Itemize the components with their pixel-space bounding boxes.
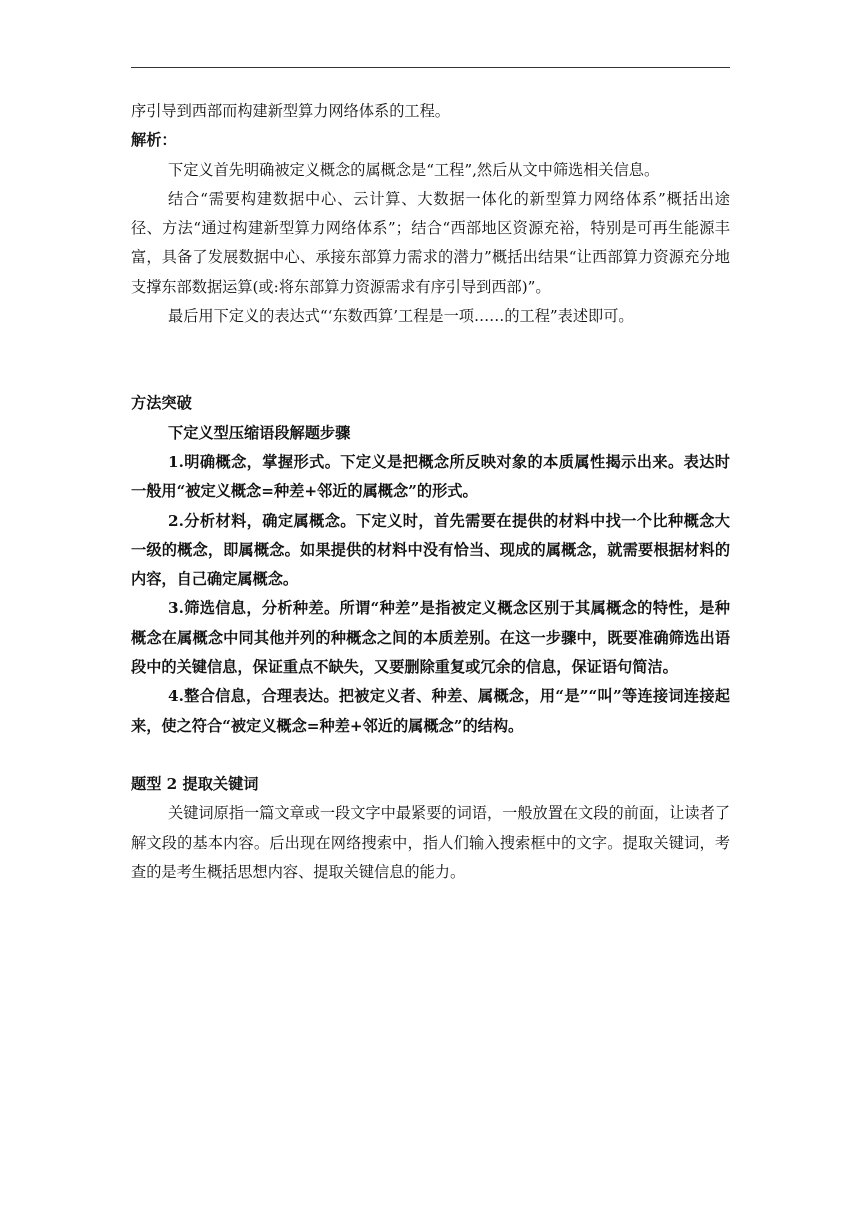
- analysis-heading: 解析：: [131, 131, 177, 150]
- method-step-1: 1.明确概念，掌握形式。下定义是把概念所反映对象的本质属性揭示出来。表达时一般用“被定义概念=种差+邻近的属概念”的形式。: [131, 452, 730, 501]
- analysis-paragraph-3: 最后用下定义的表达式“‘东数西算’工程是一项……的工程”表述即可。: [168, 307, 634, 326]
- analysis-paragraph-1: 下定义首先明确被定义概念的属概念是“工程”,然后从文中筛选相关信息。: [168, 160, 660, 179]
- section-gap: [131, 741, 730, 770]
- method-subheading: 下定义型压缩语段解题步骤: [168, 423, 351, 442]
- continuation-line: 序引导到西部而构建新型算力网络体系的工程。: [131, 102, 450, 120]
- section-gap: [131, 360, 730, 389]
- type2-paragraph: 关键词原指一篇文章或一段文字中最紧要的词语，一般放置在文段的前面，让读者了解文段的基本内容。后出现在网络搜索中，指人们输入搜索框中的文字。提取关键词，考查的是考生概括思想内容、提取关键信息的能力。: [131, 804, 730, 881]
- method-step-2: 2.分析材料，确定属概念。下定义时，首先需要在提供的材料中找一个比种概念大一级的概念，即属概念。如果提供的材料中没有恰当、现成的属概念，就需要根据材料的内容，自己确定属概念。: [131, 511, 730, 589]
- method-heading: 方法突破: [131, 394, 192, 413]
- type2-heading: 题型 2 提取关键词: [131, 774, 259, 793]
- header-rule: [131, 67, 730, 68]
- section-gap: [131, 331, 730, 360]
- document-page: [131, 97, 730, 887]
- method-step-4: 4.整合信息，合理表达。把被定义者、种差、属概念，用“是”“叫”等连接词连接起来，使之符合“被定义概念=种差+邻近的属概念”的结构。: [131, 687, 730, 735]
- method-step-3: 3.筛选信息，分析种差。所谓“种差”是指被定义概念区别于其属概念的特性，是种概念在属概念中同其他并列的种概念之间的本质差别。在这一步骤中，既要准确筛选出语段中的关键信息，保证重点不缺失，又要删除重复或冗余的信息，保证语句简洁。: [131, 599, 730, 677]
- analysis-paragraph-2: 结合“需要构建数据中心、云计算、大数据一体化的新型算力网络体系”概括出途径、方法“通过构建新型算力网络体系”；结合“西部地区资源充裕，特别是可再生能源丰富，具备了发展数据中心、承接东部算力需求的潜力”概括出结果“让西部算力资源充分地支撑东部数据运算(或:将东部算力资源需求有序引导到西部)”。: [131, 189, 730, 296]
